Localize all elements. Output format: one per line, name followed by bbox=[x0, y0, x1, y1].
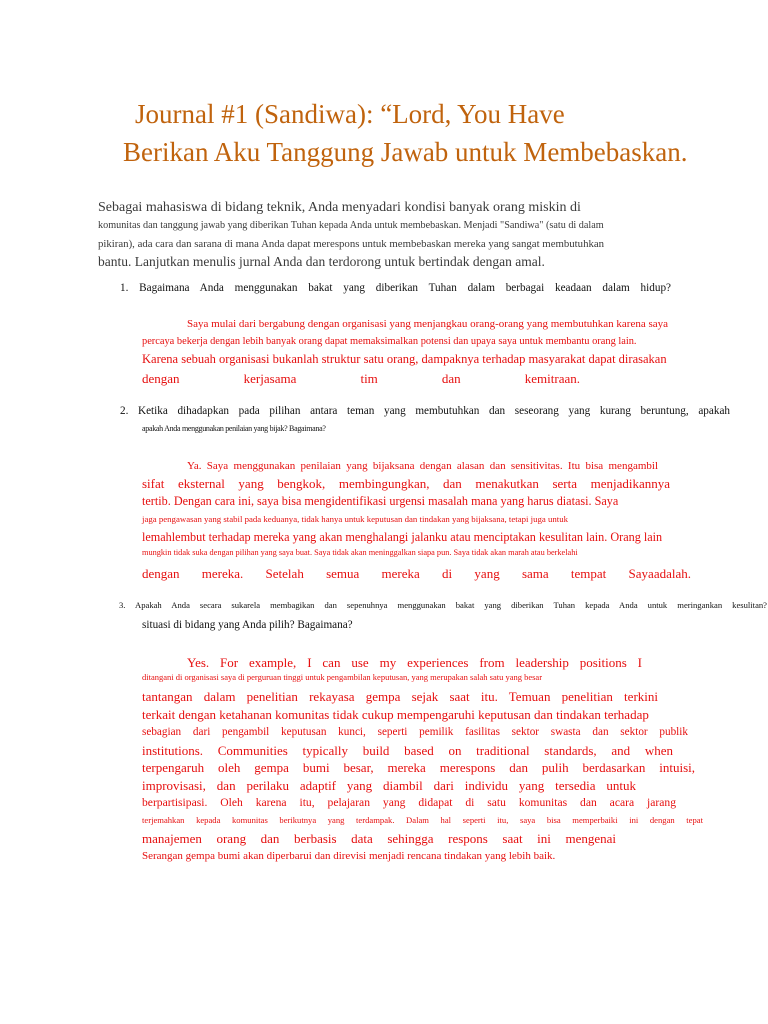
journal-title-line-1: Journal #1 (Sandiwa): “Lord, You Have bbox=[135, 99, 565, 129]
answer-1-line-3: Karena sebuah organisasi bukanlah struktur satu orang, dampaknya terhadap masyarakat dapat dirasakan bbox=[142, 352, 667, 366]
answer-2-line-1: Ya. Saya menggunakan penilaian yang bijaksana dengan alasan dan sensitivitas. Itu bisa mengambil bbox=[187, 460, 658, 472]
answer-3-line-5: sebagian dari pengambil keputusan kunci, seperti pemilik fasilitas sektor swasta dan sektor publik bbox=[142, 726, 688, 738]
answer-3-line-1: Yes. For example, I can use my experiences from leadership positions I bbox=[187, 655, 642, 670]
answer-3-line-11: manajemen orang dan berbasis data sehingga respons saat ini mengenai bbox=[142, 831, 616, 846]
answer-1-line-1: Saya mulai dari bergabung dengan organisasi yang menjangkau orang-orang yang membutuhkan karena saya bbox=[187, 318, 668, 330]
answer-3-line-3: tantangan dalam penelitian rekayasa gempa sejak saat itu. Temuan penelitian terkini bbox=[142, 689, 658, 704]
answer-3-line-9: berpartisipasi. Oleh karena itu, pelajaran yang didapat di satu komunitas dan acara jarang bbox=[142, 796, 676, 809]
question-1: 1. Bagaimana Anda menggunakan bakat yang diberikan Tuhan dalam berbagai keadaan dalam hidup? bbox=[120, 282, 671, 294]
answer-3-line-7: terpengaruh oleh gempa bumi besar, mereka merespons dan pulih berdasarkan intuisi, bbox=[142, 760, 695, 775]
answer-3-line-2: ditangani di organisasi saya di perguruan tinggi untuk pengambilan keputusan, yang merupakan salah satu yang besar bbox=[142, 672, 543, 682]
intro-line-2: komunitas dan tanggung jawab yang diberikan Tuhan kepada Anda untuk membebaskan. Menjadi "Sandiwa" (satu di dalam bbox=[98, 220, 604, 231]
answer-2-line-5: lemahlembut terhadap mereka yang akan menghalangi jalanku atau menciptakan kesulitan lain. Orang lain bbox=[142, 530, 663, 544]
answer-2-line-7: dengan mereka. Setelah semua mereka di yang sama tempat Sayaadalah. bbox=[142, 566, 691, 581]
answer-3-line-8: improvisasi, dan perilaku adaptif yang diambil dari individu yang tersedia untuk bbox=[142, 778, 636, 793]
answer-3-line-12: Serangan gempa bumi akan diperbarui dan direvisi menjadi rencana tindakan yang lebih baik. bbox=[142, 850, 556, 862]
intro-line-3: pikiran), ada cara dan sarana di mana Anda dapat merespons untuk membebaskan mereka yang sangat membutuhkan bbox=[98, 238, 605, 250]
answer-2-line-4: jaga pengawasan yang stabil pada keduanya, tidak hanya untuk keputusan dan tindakan yang bijaksana, tetapi juga untuk bbox=[142, 514, 569, 524]
question-2-line-2: apakah Anda menggunakan penilaian yang bijak? Bagaimana? bbox=[142, 424, 326, 433]
answer-3-line-4: terkait dengan ketahanan komunitas tidak cukup mempengaruhi keputusan dan tindakan terhadap bbox=[142, 707, 649, 722]
answer-2-line-6: mungkin tidak suka dengan pilihan yang saya buat. Saya tidak akan meninggalkan siapa pun. Saya tidak akan marah atau berkelahi bbox=[142, 548, 578, 557]
answer-3-line-6: institutions. Communities typically build based on traditional standards, and when bbox=[142, 743, 673, 758]
answer-2-line-2: sifat eksternal yang bengkok, membingungkan, dan menakutkan serta menjadikannya bbox=[142, 476, 670, 491]
answer-1-line-4: dengan kerjasama tim dan kemitraan. bbox=[142, 371, 580, 386]
question-2-line-1: 2. Ketika dihadapkan pada pilihan antara teman yang membutuhkan dan seseorang yang kurang beruntung, apakah bbox=[120, 405, 730, 417]
intro-line-4: bantu. Lanjutkan menulis jurnal Anda dan terdorong untuk bertindak dengan amal. bbox=[98, 254, 545, 269]
answer-2-line-3: tertib. Dengan cara ini, saya bisa mengidentifikasi urgensi masalah mana yang harus diatasi. Saya bbox=[142, 494, 619, 508]
answer-3-line-10: terjemahkan kepada komunitas berikutnya yang terdampak. Dalam hal seperti itu, saya bisa memperbaiki ini dengan tepat bbox=[142, 815, 703, 825]
answer-1-line-2: percaya bekerja dengan lebih banyak orang dapat memaksimalkan potensi dan upaya saya untuk membantu orang lain. bbox=[142, 336, 637, 347]
journal-title-line-2: Berikan Aku Tanggung Jawab untuk Membebaskan. bbox=[123, 137, 688, 167]
intro-line-1: Sebagai mahasiswa di bidang teknik, Anda menyadari kondisi banyak orang miskin di bbox=[98, 200, 581, 215]
question-3-line-2: situasi di bidang yang Anda pilih? Bagaimana? bbox=[142, 619, 353, 631]
question-3-line-1: 3. Apakah Anda secara sukarela membagikan dan sepenuhnya menggunakan bakat yang diberikan Tuhan kepada Anda untuk meringankan kesulitan? bbox=[119, 600, 767, 610]
